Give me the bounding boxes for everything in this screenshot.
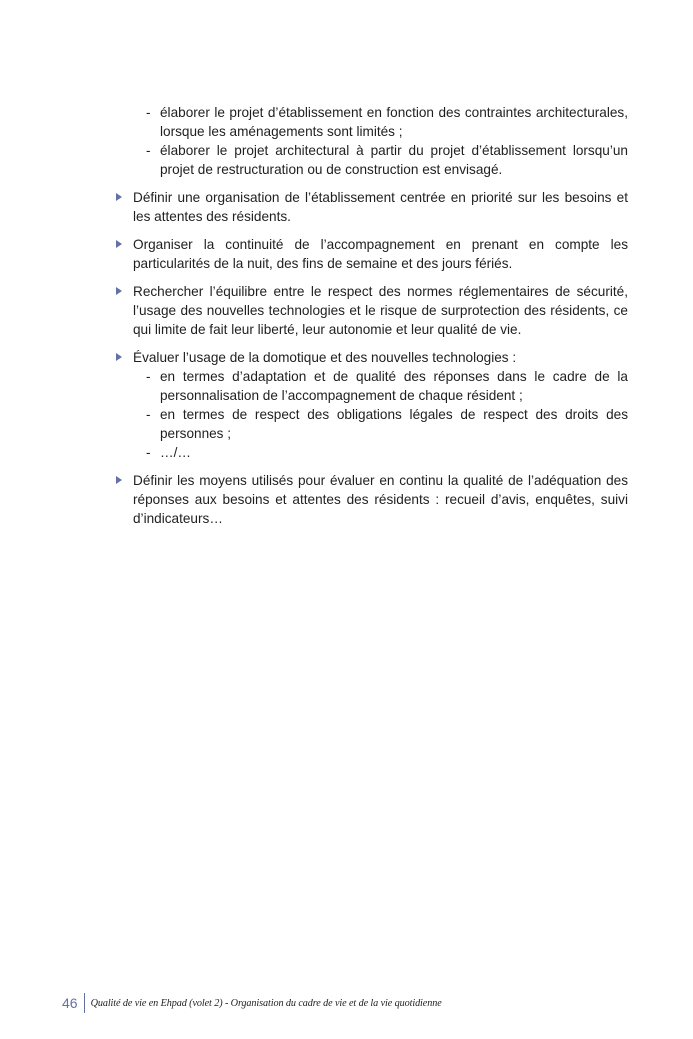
sub-item-text: en termes d’adaptation et de qualité des réponses dans le cadre de la personnalisation de l’accompagnement de chaque résident ; xyxy=(160,369,628,403)
page-footer xyxy=(62,992,442,1014)
footer-divider xyxy=(84,993,85,1013)
page-number: 46 xyxy=(62,995,78,1011)
sub-item xyxy=(133,367,628,405)
bullet-item xyxy=(116,188,628,226)
dash-marker: - xyxy=(146,445,151,460)
sub-item xyxy=(116,103,628,141)
sub-item-text: élaborer le projet architectural à partir du projet d’établissement lorsqu’un projet de restructuration ou de construction est envisagé. xyxy=(160,143,628,177)
sub-item xyxy=(133,443,628,462)
sub-item-text: en termes de respect des obligations légales de respect des droits des personnes ; xyxy=(160,407,628,441)
bullet-text: Définir une organisation de l’établissement centrée en priorité sur les besoins et les attentes des résidents. xyxy=(133,190,628,224)
bullet-text: Organiser la continuité de l’accompagnement en prenant en compte les particularités de la nuit, des fins de semaine et des jours fériés. xyxy=(133,237,628,271)
bullet-text: Évaluer l’usage de la domotique et des nouvelles technologies : xyxy=(133,350,517,365)
intro-sub-list xyxy=(116,103,628,179)
dash-marker: - xyxy=(146,143,151,158)
triangle-bullet-icon xyxy=(116,240,122,248)
bullet-item xyxy=(116,235,628,273)
sub-item-text: élaborer le projet d’établissement en fonction des contraintes architecturales, lorsque les aménagements sont limités ; xyxy=(160,105,628,139)
sub-item xyxy=(116,141,628,179)
footer-title: Qualité de vie en Ehpad (volet 2) - Organisation du cadre de vie et de la vie quotidienne xyxy=(90,997,442,1009)
triangle-bullet-icon xyxy=(116,287,122,295)
page-content xyxy=(116,103,628,528)
dash-marker: - xyxy=(146,105,151,120)
dash-marker: - xyxy=(146,369,151,384)
bullet-text: Rechercher l’équilibre entre le respect des normes réglementaires de sécurité, l’usage des nouvelles technologies et le risque de surprotection des résidents, ce qui limite de fait leur liberté, leur autonomie et leur qualité de vie. xyxy=(133,284,628,337)
sub-item xyxy=(133,405,628,443)
triangle-bullet-icon xyxy=(116,353,122,361)
bullet-item xyxy=(116,282,628,339)
triangle-bullet-icon xyxy=(116,476,122,484)
bullet-text: Définir les moyens utilisés pour évaluer en continu la qualité de l’adéquation des réponses aux besoins et attentes des résidents : recueil d’avis, enquêtes, suivi d’indicateurs… xyxy=(133,473,628,526)
bullet-item xyxy=(116,348,628,462)
bullet-sub-list xyxy=(133,367,628,462)
bullet-item xyxy=(116,471,628,528)
triangle-bullet-icon xyxy=(116,193,122,201)
sub-item-text: …/… xyxy=(160,445,191,460)
dash-marker: - xyxy=(146,407,151,422)
